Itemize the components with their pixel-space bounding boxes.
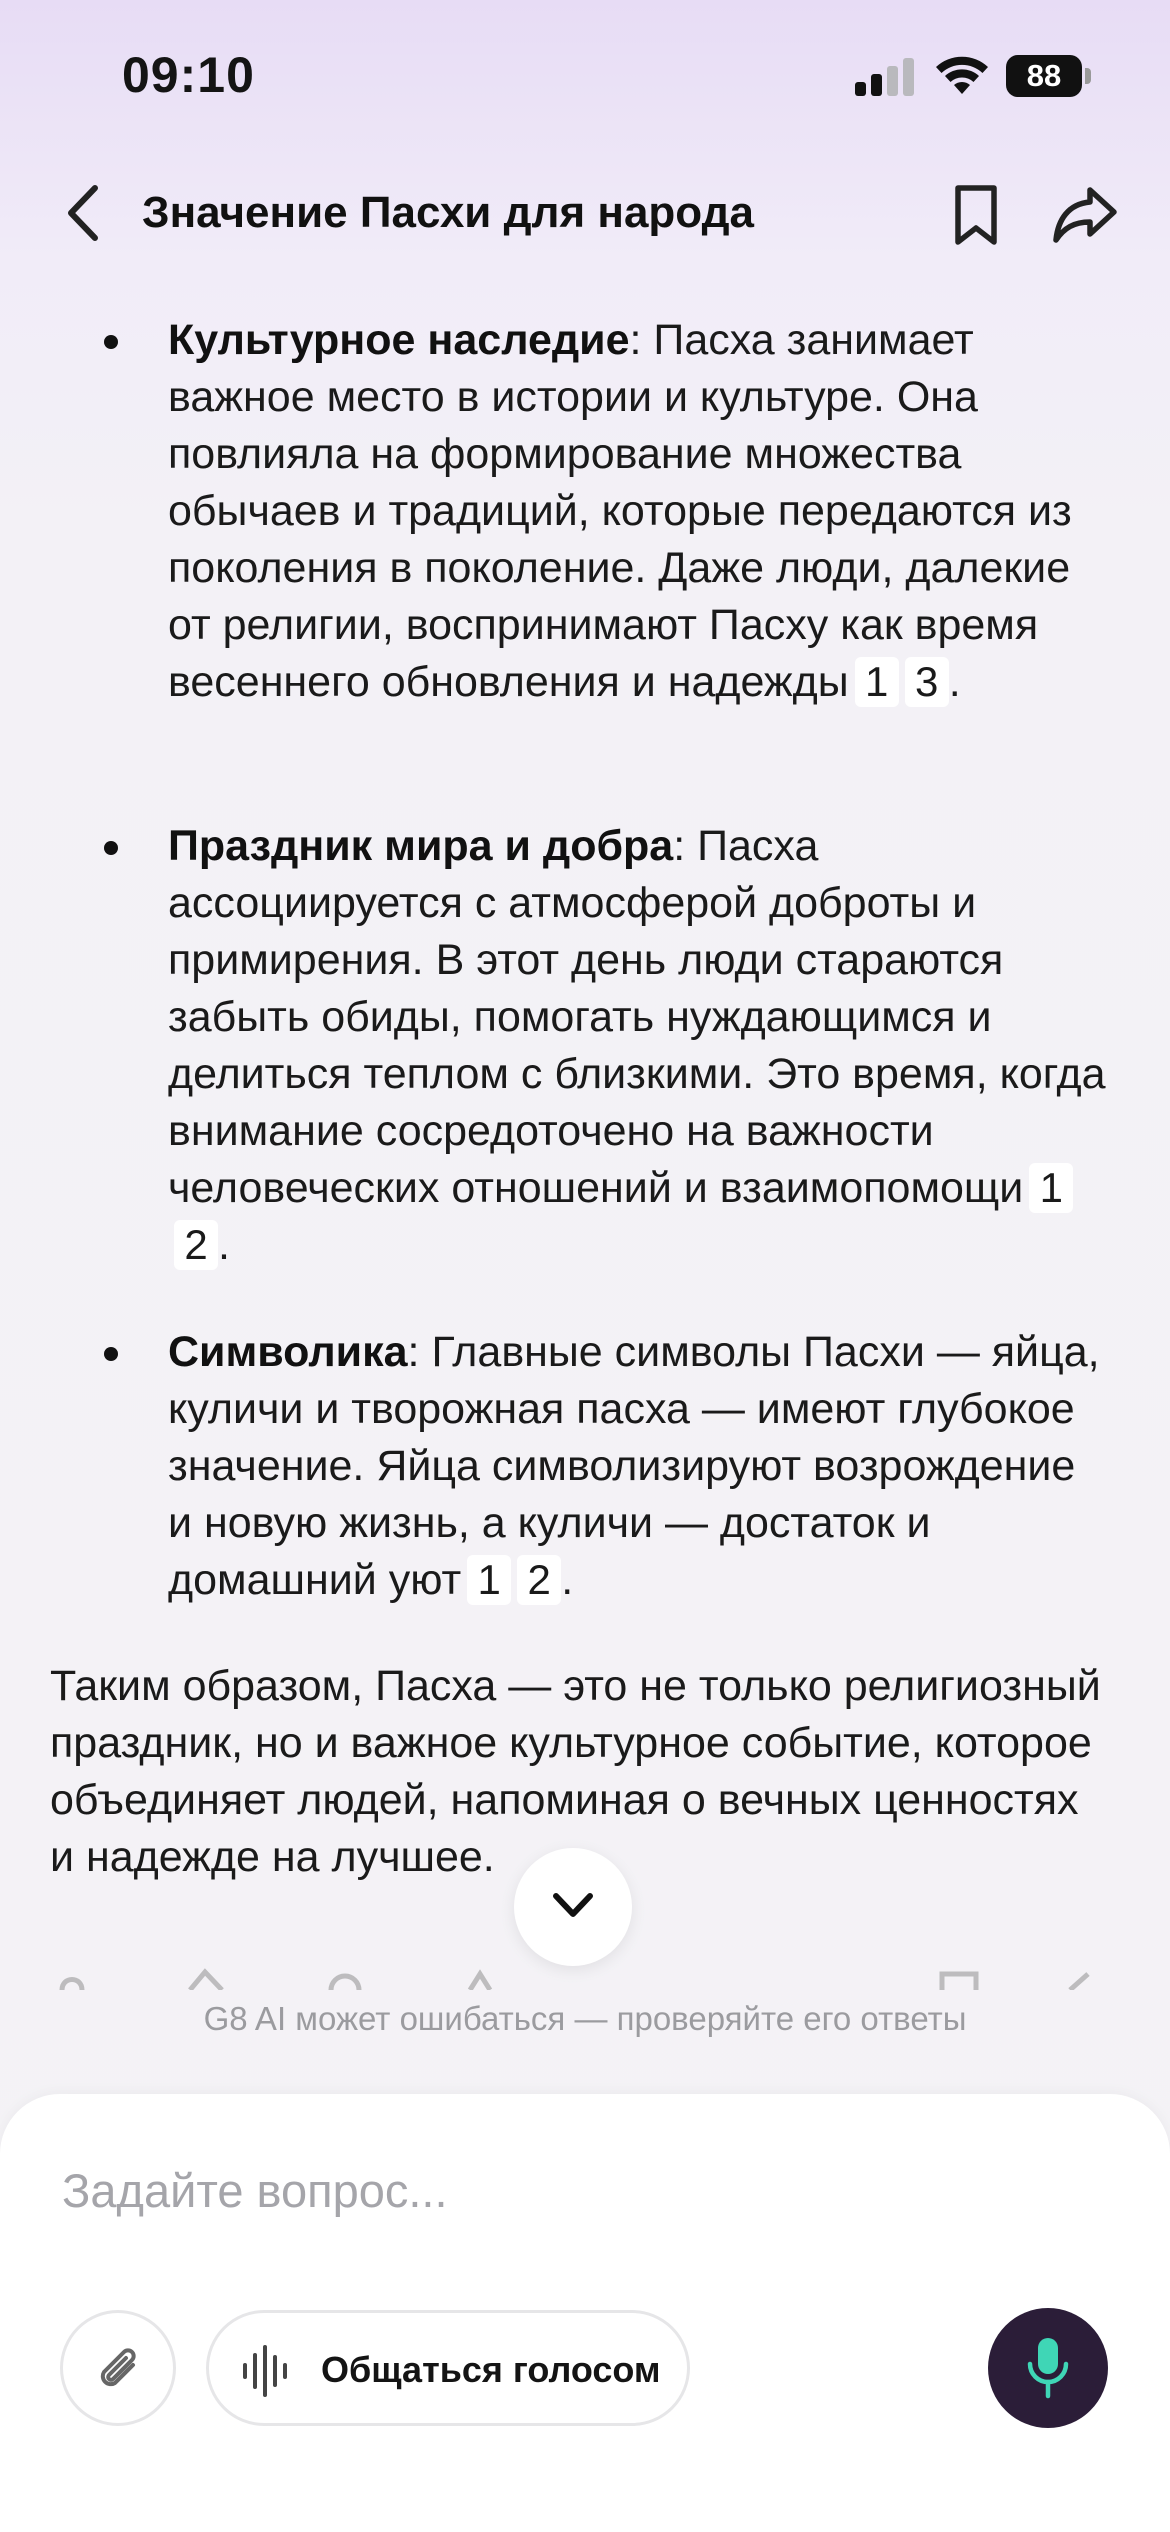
status-bar	[0, 0, 1170, 150]
question-input[interactable]	[60, 2154, 1064, 2226]
list-item: Символика: Главные символы Пасхи — яйца, куличи и творожная пасха — имеют глубокое значение. Яйца символизируют возрождение и новую жизнь, а куличи — достаток и домашний уют 1 2 .	[168, 1324, 1108, 1609]
citation-ref[interactable]: 3	[905, 657, 949, 707]
chat-header	[0, 170, 1170, 260]
bullet-term: Праздник мира и добра	[168, 822, 673, 870]
share-icon[interactable]	[1050, 180, 1120, 250]
status-time: 09:10	[122, 46, 255, 104]
voice-chat-label: Общаться голосом	[321, 2349, 661, 2391]
microphone-button[interactable]	[988, 2308, 1108, 2428]
disclaimer-text: G8 AI может ошибаться — проверяйте его ответы	[0, 2000, 1170, 2038]
chevron-down-icon	[548, 1886, 598, 1926]
composer-panel	[0, 2094, 1170, 2532]
citation-ref[interactable]: 2	[174, 1220, 218, 1270]
message-actions-row	[0, 1968, 1170, 1990]
scroll-down-button[interactable]	[514, 1848, 632, 1966]
bookmark-icon[interactable]	[946, 180, 1006, 250]
voice-chat-button[interactable]	[206, 2310, 690, 2426]
bullet-text: : Пасха ассоциируется с атмосферой доброты и примирения. В этот день люди стараются забыть обиды, помогать нуждающимся и делиться теплом с близкими. Это время, когда внимание сосредоточено на важности человеческих отношений и взаимопомощи	[168, 822, 1106, 1212]
bullet-term: Культурное наследие	[168, 316, 630, 364]
page-title: Значение Пасхи для народа	[142, 188, 754, 238]
bullet-text: : Пасха занимает важное место в истории и культуре. Она повлияла на формирование множества обычаев и традиций, которые передаются из поколения в поколение. Даже люди, далекие от религии, воспринимают Пасху как время весеннего обновления и надежды	[168, 316, 1072, 706]
battery-icon	[1006, 55, 1090, 97]
list-item: Праздник мира и добра: Пасха ассоциируется с атмосферой доброты и примирения. В этот день люди стараются забыть обиды, помогать нуждающимся и делиться теплом с близкими. Это время, когда внимание сосредоточено на важности человеческих отношений и взаимопомощи 12 .	[168, 818, 1108, 1274]
attach-button[interactable]	[60, 2310, 176, 2426]
bullet-term: Символика	[168, 1328, 408, 1376]
bullet-text: : Главные символы Пасхи — яйца, куличи и творожная пасха — имеют глубокое значение. Яйца символизируют возрождение и новую жизнь, а куличи — достаток и домашний уют	[168, 1328, 1100, 1604]
chevron-left-icon[interactable]	[55, 178, 115, 248]
chat-message	[0, 300, 1170, 1990]
summary-paragraph: Таким образом, Пасха — это не только религиозный праздник, но и важное культурное событие, которое объединяет людей, напоминая о вечных ценностях и надежде на лучшее.	[50, 1658, 1110, 1886]
citation-ref[interactable]: 1	[855, 657, 899, 707]
citation-ref[interactable]: 2	[517, 1555, 561, 1605]
citation-ref[interactable]: 1	[1029, 1163, 1073, 1213]
signal-icon	[855, 58, 915, 96]
microphone-icon	[1022, 2336, 1074, 2400]
paperclip-icon	[93, 2343, 149, 2399]
battery-level: 88	[1006, 55, 1082, 97]
waveform-icon	[241, 2345, 297, 2397]
wifi-icon	[936, 54, 988, 96]
citation-ref[interactable]: 1	[467, 1555, 511, 1605]
list-item: Культурное наследие: Пасха занимает важное место в истории и культуре. Она повлияла на формирование множества обычаев и традиций, которые передаются из поколения в поколение. Даже люди, далекие от религии, воспринимают Пасху как время весеннего обновления и надежды 1 3 .	[168, 312, 1108, 711]
